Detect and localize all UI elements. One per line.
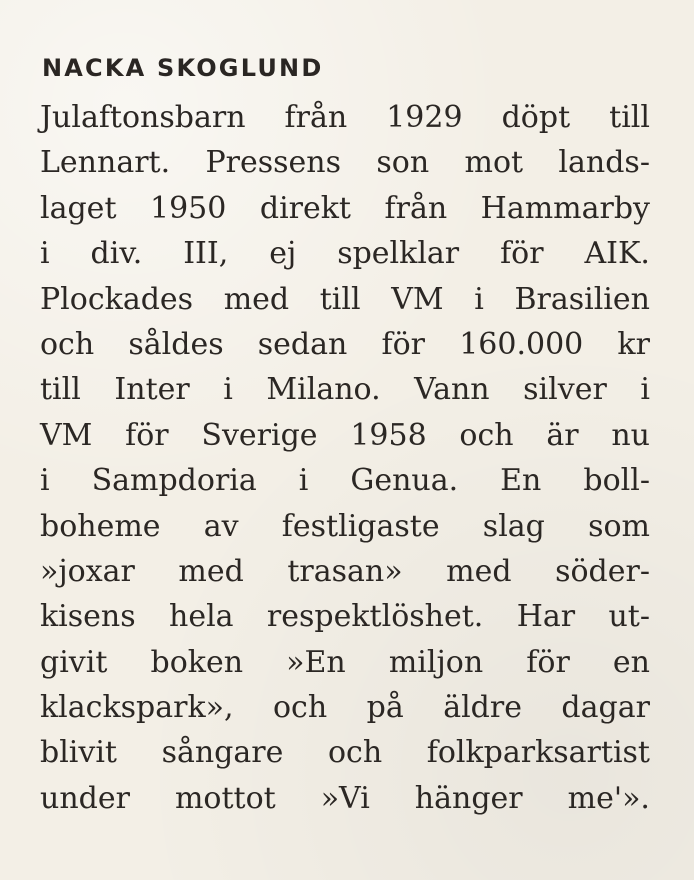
word: III, — [183, 236, 229, 272]
word: och — [273, 690, 328, 726]
word: för — [125, 417, 169, 453]
word: från — [384, 190, 448, 226]
word: klackspark», — [40, 690, 234, 726]
word: »joxar — [40, 553, 135, 589]
text-line — [40, 780, 650, 825]
word: miljon — [388, 644, 484, 680]
word: hänger — [414, 780, 523, 816]
word: för — [381, 326, 426, 362]
word: slag — [482, 508, 545, 544]
text-line — [40, 144, 650, 189]
word: och — [40, 326, 95, 362]
word: ut- — [608, 599, 650, 635]
word: är — [546, 417, 579, 453]
word: Sampdoria — [91, 463, 257, 499]
word: blivit — [40, 735, 117, 771]
word: En — [500, 463, 542, 499]
word: sångare — [161, 735, 284, 771]
word: äldre — [443, 690, 522, 726]
word: 160.000 — [459, 326, 584, 362]
word: i — [40, 236, 50, 272]
article-heading: NACKA SKOGLUND — [42, 54, 324, 82]
word: Plockades — [40, 281, 194, 317]
word: som — [588, 508, 650, 544]
word: i — [298, 463, 309, 499]
text-line — [40, 644, 650, 689]
word: VM — [40, 417, 93, 453]
word: mot — [464, 145, 524, 181]
word: festligaste — [281, 508, 440, 544]
text-line — [40, 508, 650, 553]
word: med — [178, 553, 244, 589]
word: med — [223, 281, 290, 317]
word: son — [376, 145, 430, 181]
word: i — [223, 372, 233, 408]
word: AIK. — [584, 236, 650, 272]
word: Inter — [114, 372, 190, 408]
word: Julaftonsbarn — [40, 100, 246, 135]
word: till — [319, 281, 361, 317]
word: laget — [40, 190, 117, 226]
word: från — [284, 100, 348, 135]
word: silver — [523, 372, 607, 408]
word: Milano. — [266, 372, 381, 408]
word: givit — [40, 644, 108, 680]
word: en — [612, 644, 650, 680]
word: trasan» — [287, 553, 403, 589]
word: söder- — [555, 553, 650, 589]
word: för — [526, 644, 570, 680]
text-line — [40, 235, 650, 280]
text-line — [40, 598, 650, 643]
word: lands- — [558, 145, 650, 181]
word: på — [366, 690, 404, 726]
word: ej — [269, 236, 297, 272]
article-body — [40, 99, 650, 825]
word: 1929 — [386, 100, 463, 135]
word: i — [40, 463, 50, 499]
word: 1958 — [350, 417, 427, 453]
word: folkparksartist — [426, 735, 650, 771]
word: för — [500, 236, 544, 272]
word: »En — [286, 644, 346, 680]
word: Hammarby — [480, 190, 650, 226]
word: spelklar — [337, 236, 460, 272]
text-line — [40, 734, 650, 779]
word: sedan — [257, 326, 348, 362]
word: kr — [617, 326, 650, 362]
word: boheme — [40, 508, 161, 544]
text-line — [40, 371, 650, 416]
word: 1950 — [150, 190, 227, 226]
word: dagar — [561, 690, 650, 726]
word: VM — [391, 281, 444, 317]
word: direkt — [259, 190, 351, 226]
word: »Vi — [320, 780, 370, 816]
text-line — [40, 281, 650, 326]
word: Pressens — [205, 145, 342, 181]
word: me'». — [567, 780, 650, 816]
text-line — [40, 99, 650, 144]
word: kisens — [40, 599, 136, 635]
word: i — [474, 281, 484, 317]
word: Brasilien — [514, 281, 650, 317]
text-line — [40, 462, 650, 507]
word: till — [609, 100, 650, 135]
text-line — [40, 553, 650, 598]
word: boll- — [583, 463, 650, 499]
word: nu — [611, 417, 650, 453]
word: mottot — [174, 780, 276, 816]
word: och — [459, 417, 514, 453]
word: hela — [169, 599, 234, 635]
word: Genua. — [350, 463, 459, 499]
word: respektlöshet. — [266, 599, 484, 635]
word: Sverige — [201, 417, 318, 453]
word: Vann — [414, 372, 490, 408]
text-line — [40, 689, 650, 734]
word: såldes — [128, 326, 224, 362]
word: Lennart. — [40, 145, 171, 181]
word: till — [40, 372, 81, 408]
word: boken — [150, 644, 244, 680]
word: med — [446, 553, 512, 589]
text-line — [40, 417, 650, 462]
word: i — [640, 372, 650, 408]
word: döpt — [501, 100, 571, 135]
word: och — [327, 735, 383, 771]
text-line — [40, 326, 650, 371]
word: Har — [516, 599, 576, 635]
text-line — [40, 190, 650, 235]
word: av — [203, 508, 239, 544]
word: div. — [90, 236, 143, 272]
word: under — [40, 780, 130, 816]
